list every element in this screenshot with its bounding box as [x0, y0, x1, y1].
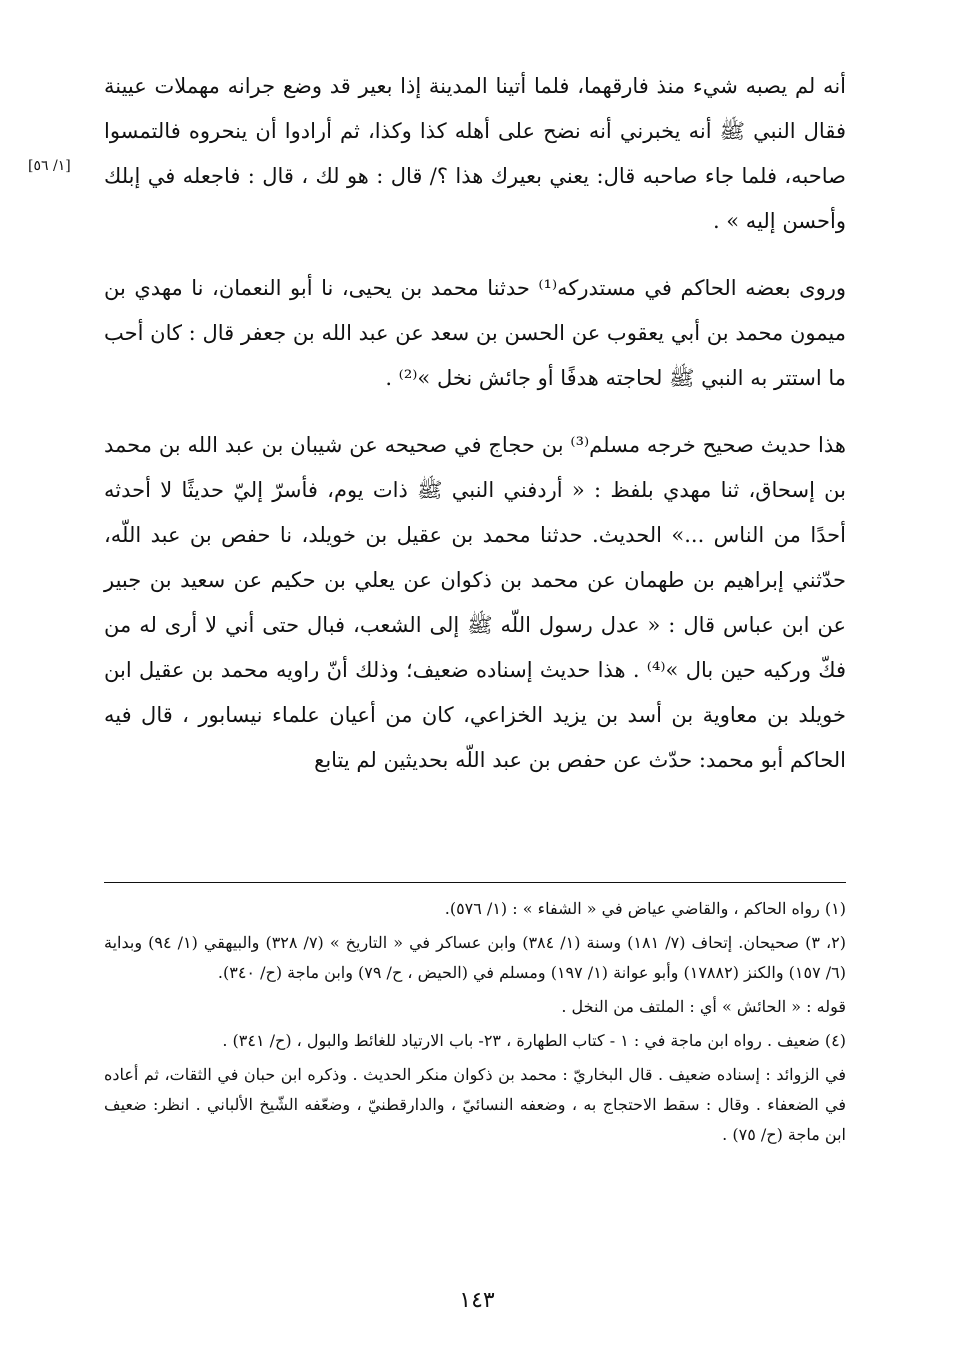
paragraph-2: وروى بعضه الحاكم في مستدركه⁽¹⁾ حدثنا محمد بن يحيى، نا أبو النعمان، نا مهدي بن ميمون محمد بن أبي يعقوب عن الحسن بن سعد عن عبد الله بن جعفر قال : كان أحب ما استتر به النبي ﷺ لحاجته هدفًا أو جائش نخل »⁽²⁾ .	[104, 276, 846, 390]
manuscript-folio-reference: [١/ ٥٦]	[28, 158, 71, 174]
main-text-body	[104, 64, 846, 783]
paragraph-1: أنه لم يصبه شيء منذ فارقهما، فلما أتينا المدينة إذا بعير قد وضع جرانه مهملات عيينة فقال النبي ﷺ أنه يخبرني أنه نضح على أهله كذا وكذا، ثم أرادوا أن ينحروه فالتمسوا صاحبه، فلما جاء صاحبه قال: يعني بعيرك هذا ؟/ قال : هو لك ، قال : فاجعله في إبلك وأحسن إليه » .	[104, 74, 846, 233]
footnote-divider	[104, 882, 846, 883]
footnote-2-3-gloss: قوله : « الحائش » أي : الملتف من النخل .	[561, 997, 846, 1016]
footnote-2-3: (٢، ٣) صحيحان. إتحاف (٧/ ١٨١) وسنة (١/ ٣٨٤) وابن عساكر في « التاريخ » (٧/ ٣٢٨) والبيهقي (١/ ٩٤) وبداية (٦/ ١٥٧) والكنز (١٧٨٨٢) وأبو عوانة (١/ ١٩٧) ومسلم في (الحيض ، ح/ ٧٩) وابن ماجة (ح/ ٣٤٠).	[104, 933, 847, 982]
paragraph-3: هذا حديث صحيح خرجه مسلم⁽³⁾ بن حجاج في صحيحه عن شيبان بن عبد الله بن محمد بن إسحاق، ثنا مهدي بلفظ : « أردفني النبي ﷺ ذات يوم، فأسرّ إليّ حديثًا لا أحدثه أحدًا من الناس ...» الحديث. حدثنا محمد بن عقيل بن خويلد، نا حفص بن عبد اللّه، حدّثني إبراهيم بن طهمان عن محمد بن ذكوان عن يعلي بن حكيم عن سعيد بن جبير عن ابن عباس قال : « عدل رسول اللّه ﷺ إلى الشعب، فبال حتى أني لا أرى له من فكّ وركيه حين بال »⁽⁴⁾ . هذا حديث إسناده ضعيف؛ وذلك أنّ راويه محمد بن عقيل ابن خويلد بن معاوية بن أسد بن يزيد الخزاعي، كان من أعيان علماء نيسابور ، قال فيه الحاكم أبو محمد: حدّث عن حفص بن عبد اللّه بحديثين لم يتابع	[104, 433, 847, 772]
footnote-4-zawaid: في الزوائد : إسناده ضعيف . قال البخاريّ : محمد بن ذكوان منكر الحديث . وذكره ابن حبان في الثقات، ثم أعاده في الضعفاء . وقال : سقط الاحتجاج به ، وضعفه النسائيّ ، والدارقطنيّ ، وضعّفه الشّيخ الألباني . انظر: ضعيف ابن ماجة (ح/ ٧٥) .	[104, 1065, 847, 1144]
page-number: ١٤٣	[459, 1288, 495, 1313]
footnotes-section	[104, 894, 846, 1150]
footnote-4: (٤) ضعيف . رواه ابن ماجة في : ١ - كتاب الطهارة ، ٢٣- باب الارتياد للغائط والبول ، (ح/ ٣٤١) .	[222, 1031, 846, 1050]
footnote-1: (١) رواه الحاكم ، والقاضي عياض في « الشفاء » : (١/ ٥٧٦).	[444, 899, 846, 918]
